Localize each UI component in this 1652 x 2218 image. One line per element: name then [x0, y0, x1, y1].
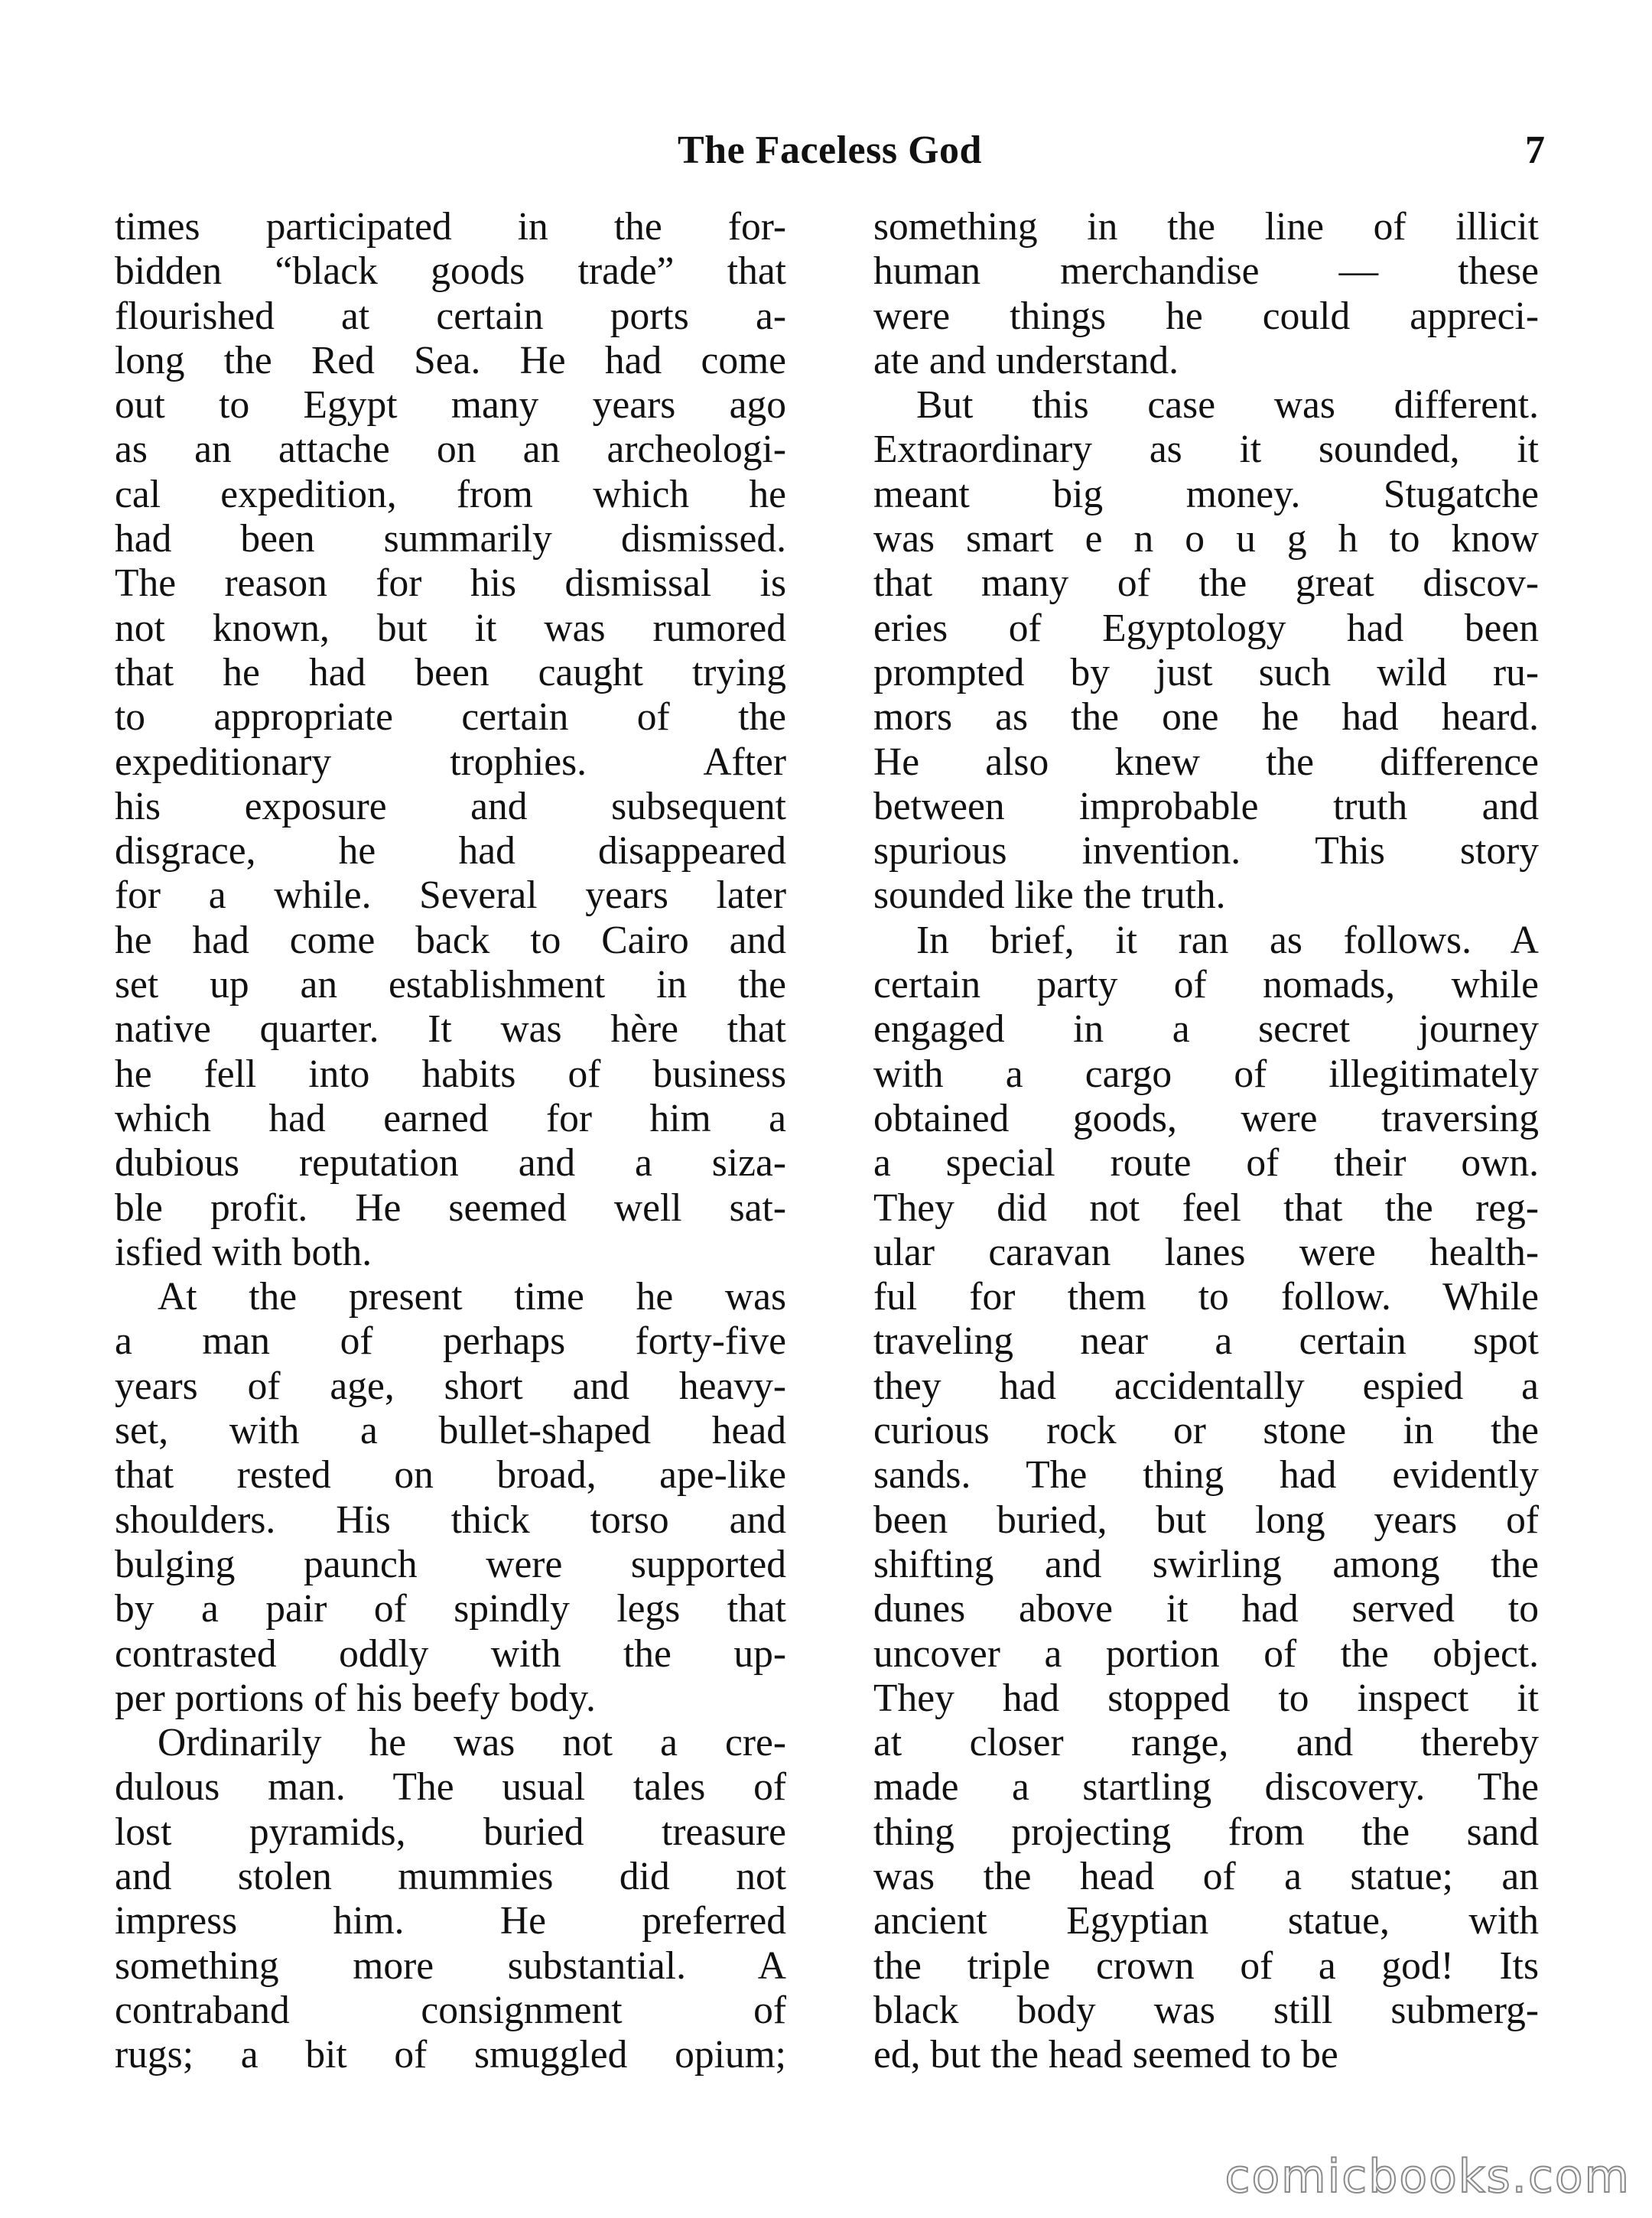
text-line: a special route of their own.	[873, 1141, 1539, 1185]
text-line: set up an establishment in the	[115, 963, 786, 1007]
text-line: flourished at certain ports a-	[115, 294, 786, 338]
text-line: expeditionary trophies. After	[115, 740, 786, 784]
text-line: He also knew the difference	[873, 740, 1539, 784]
text-line: his exposure and subsequent	[115, 784, 786, 828]
page-number: 7	[1525, 128, 1545, 172]
text-line: The reason for his dismissal is	[115, 561, 786, 606]
text-line: isfied with both.	[115, 1230, 372, 1274]
text-line: prompted by just such wild ru-	[873, 650, 1539, 694]
text-line: were things he could appreci-	[873, 294, 1539, 338]
text-line: traveling near a certain spot	[873, 1319, 1539, 1364]
text-line: At the present time he was	[158, 1275, 786, 1319]
text-line: certain party of nomads, while	[873, 963, 1539, 1007]
text-line: long the Red Sea. He had come	[115, 338, 786, 382]
text-line: Ordinarily he was not a cre-	[158, 1721, 786, 1765]
text-line: contraband consignment of	[115, 1988, 786, 2032]
text-line: to appropriate certain of the	[115, 695, 786, 740]
text-line: shoulders. His thick torso and	[115, 1498, 786, 1542]
text-line: ate and understand.	[873, 338, 1179, 382]
text-line: human merchandise — these	[873, 249, 1539, 294]
text-line: was the head of a statue; an	[873, 1854, 1539, 1898]
text-line: at closer range, and thereby	[873, 1721, 1539, 1765]
text-line: In brief, it ran as follows. A	[916, 918, 1539, 962]
text-line: that rested on broad, ape-like	[115, 1453, 786, 1498]
text-line: out to Egypt many years ago	[115, 383, 786, 428]
text-line: with a cargo of illegitimately	[873, 1052, 1539, 1096]
text-line: bidden “black goods trade” that	[115, 249, 786, 294]
text-line: he had come back to Cairo and	[115, 918, 786, 962]
text-line: sands. The thing had evidently	[873, 1453, 1539, 1498]
text-line: dubious reputation and a siza-	[115, 1141, 786, 1185]
text-line: They had stopped to inspect it	[873, 1676, 1539, 1720]
text-line: that many of the great discov-	[873, 561, 1539, 606]
text-line: made a startling discovery. The	[873, 1765, 1539, 1810]
text-line: something more substantial. A	[115, 1943, 786, 1988]
text-line: years of age, short and heavy-	[115, 1364, 786, 1408]
text-line: a man of perhaps forty-five	[115, 1319, 786, 1364]
text-line: Extraordinary as it sounded, it	[873, 428, 1539, 472]
text-line: between improbable truth and	[873, 784, 1539, 828]
text-line: dunes above it had served to	[873, 1587, 1539, 1631]
text-line: ancient Egyptian statue, with	[873, 1899, 1539, 1943]
text-line: engaged in a secret journey	[873, 1007, 1539, 1052]
text-line: black body was still submerg-	[873, 1988, 1539, 2032]
text-line: rugs; a bit of smuggled opium;	[115, 2033, 786, 2077]
text-line: as an attache on an archeologi-	[115, 428, 786, 472]
text-line: meant big money. Stugatche	[873, 472, 1539, 516]
text-line: shifting and swirling among the	[873, 1542, 1539, 1586]
text-line: ed, but the head seemed to be	[873, 2033, 1338, 2077]
text-line: per portions of his beefy body.	[115, 1676, 596, 1720]
text-line: mors as the one he had heard.	[873, 695, 1539, 740]
text-line: by a pair of spindly legs that	[115, 1587, 786, 1631]
text-line: dulous man. The usual tales of	[115, 1765, 786, 1810]
text-line: sounded like the truth.	[873, 873, 1226, 918]
text-line: spurious invention. This story	[873, 829, 1539, 873]
text-line: ful for them to follow. While	[873, 1275, 1539, 1319]
running-header	[115, 124, 1545, 177]
text-line: impress him. He preferred	[115, 1899, 786, 1943]
text-line: set, with a bullet-shaped head	[115, 1409, 786, 1453]
text-line: had been summarily dismissed.	[115, 517, 786, 561]
text-line: native quarter. It was hère that	[115, 1007, 786, 1052]
text-line: that he had been caught trying	[115, 650, 786, 694]
text-line: curious rock or stone in the	[873, 1409, 1539, 1453]
text-line: ble profit. He seemed well sat-	[115, 1185, 786, 1230]
text-line: was smart e n o u g h to know	[873, 517, 1539, 561]
text-line: cal expedition, from which he	[115, 472, 786, 516]
running-title: The Faceless God	[678, 128, 982, 172]
text-line: not known, but it was rumored	[115, 606, 786, 650]
text-line: uncover a portion of the object.	[873, 1631, 1539, 1676]
text-line: eries of Egyptology had been	[873, 606, 1539, 650]
text-column-right	[873, 205, 1539, 2077]
watermark: comicbooks.com	[1224, 2150, 1631, 2203]
text-line: something in the line of illicit	[873, 205, 1539, 249]
text-line: They did not feel that the reg-	[873, 1185, 1539, 1230]
text-line: bulging paunch were supported	[115, 1542, 786, 1586]
text-column-left	[115, 205, 786, 2077]
text-line: he fell into habits of business	[115, 1052, 786, 1096]
text-line: and stolen mummies did not	[115, 1854, 786, 1898]
text-line: contrasted oddly with the up-	[115, 1631, 786, 1676]
text-line: times participated in the for-	[115, 205, 786, 249]
text-line: thing projecting from the sand	[873, 1810, 1539, 1854]
text-line: disgrace, he had disappeared	[115, 829, 786, 873]
text-line: lost pyramids, buried treasure	[115, 1810, 786, 1854]
text-line: they had accidentally espied a	[873, 1364, 1539, 1408]
text-line: the triple crown of a god! Its	[873, 1943, 1539, 1988]
text-line: But this case was different.	[916, 383, 1539, 428]
text-line: ular caravan lanes were health-	[873, 1230, 1539, 1274]
text-line: obtained goods, were traversing	[873, 1096, 1539, 1140]
text-line: for a while. Several years later	[115, 873, 786, 918]
text-line: been buried, but long years of	[873, 1498, 1539, 1542]
text-line: which had earned for him a	[115, 1096, 786, 1140]
